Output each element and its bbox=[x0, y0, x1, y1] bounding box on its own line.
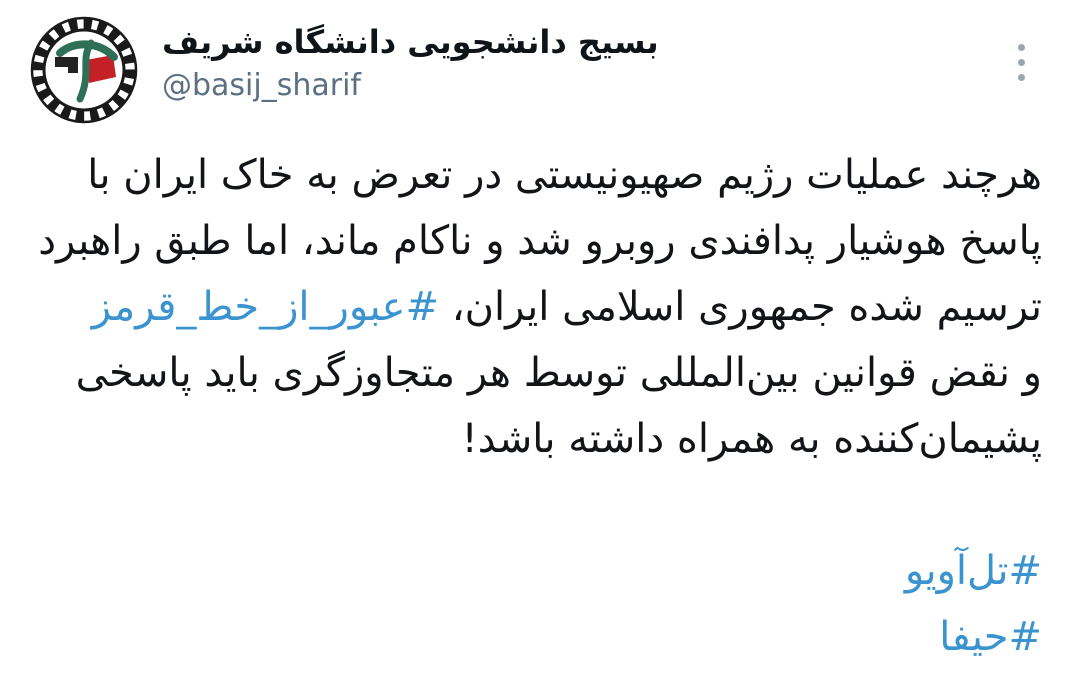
author-handle[interactable]: @basij_sharif bbox=[162, 68, 361, 103]
author-display-name[interactable]: بسیج دانشجویی دانشگاه شریف bbox=[162, 23, 659, 61]
tweet-line bbox=[34, 538, 1042, 604]
tweet-line bbox=[34, 274, 1042, 340]
tweet-line bbox=[34, 142, 1042, 208]
tweet-body bbox=[34, 142, 1042, 670]
gear-flag-emblem-icon bbox=[30, 109, 138, 128]
tweet-text: پاسخ هوشیار پدافندی روبرو شد و ناکام ماند، اما طبق راهبرد bbox=[38, 218, 1042, 264]
tweet-text: پشیمان‌کننده به همراه داشته باشد! bbox=[461, 416, 1042, 462]
hashtag-link[interactable]: #عبور_از_خط_قرمز bbox=[91, 284, 439, 330]
tweet-line bbox=[34, 406, 1042, 472]
tweet-line bbox=[34, 208, 1042, 274]
tweet-text: ترسیم شده جمهوری اسلامی ایران، bbox=[438, 284, 1042, 330]
kebab-dot-icon bbox=[1018, 59, 1025, 66]
kebab-dot-icon bbox=[1018, 44, 1025, 51]
kebab-dot-icon bbox=[1018, 74, 1025, 81]
tweet-text: و نقض قوانین بین‌المللی توسط هر متجاوزگری باید پاسخی bbox=[75, 350, 1042, 396]
hashtag-link[interactable]: #تل‌آویو bbox=[904, 548, 1042, 594]
author-id-block bbox=[162, 22, 659, 103]
more-menu-button[interactable] bbox=[1012, 38, 1031, 87]
tweet-text: هرچند عملیات رژیم صهیونیستی در تعرض به خاک ایران با bbox=[87, 152, 1042, 198]
avatar[interactable] bbox=[30, 16, 138, 124]
tweet-line bbox=[34, 472, 1042, 538]
hashtag-link[interactable]: #حیفا bbox=[939, 614, 1042, 660]
tweet-line bbox=[34, 604, 1042, 670]
tweet-line bbox=[34, 340, 1042, 406]
